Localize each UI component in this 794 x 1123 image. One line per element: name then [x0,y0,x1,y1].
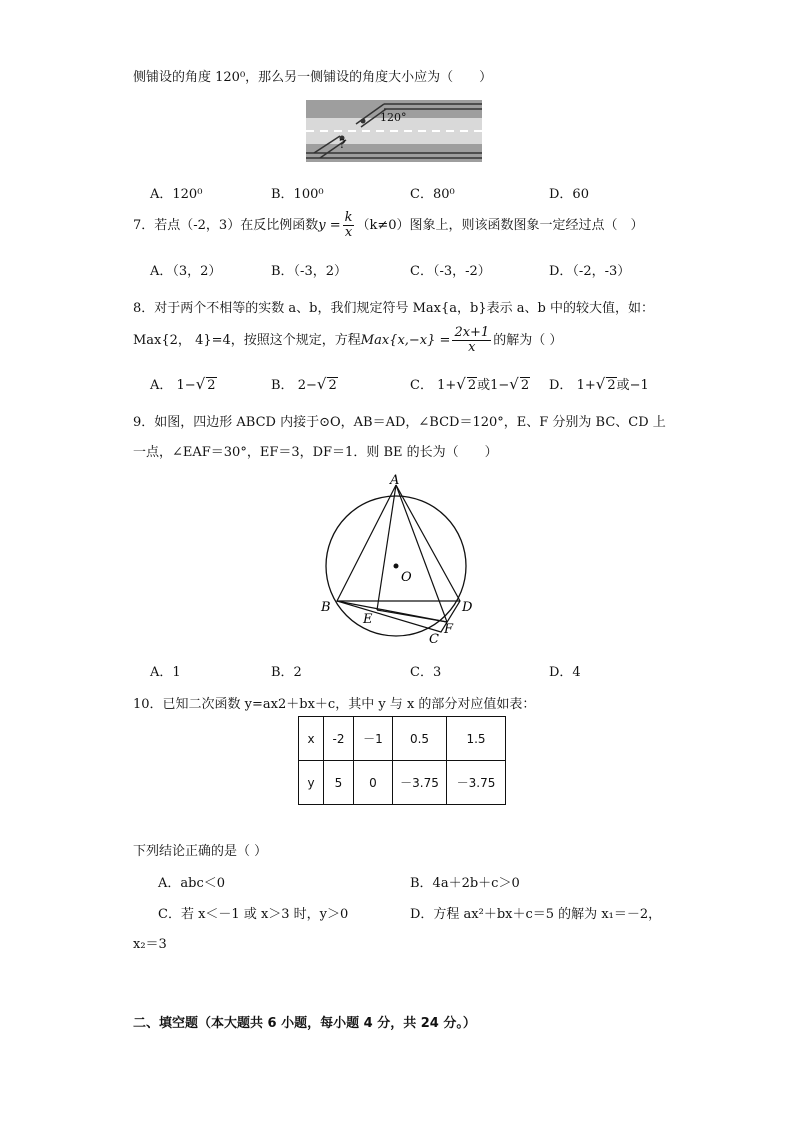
q8-opt-c-expr1: 1+ [437,378,457,393]
q9-line2: 一点，∠EAF＝30°，EF＝3，DF＝1．则 BE 的长为（ ） [133,445,498,460]
q8-fraction [452,326,491,355]
q10-option-d[interactable]: D．方程 ax²＋bx＋c＝5 的解为 x₁＝－2， [410,907,662,922]
q9-option-c[interactable]: C．3 [410,665,442,680]
q6-option-c[interactable]: C．80⁰ [410,187,455,202]
q8-line2-suffix: 的解为（ ） [493,333,563,348]
q7-stem [133,211,644,240]
sqrt-icon: √ [195,375,206,393]
q8-line2 [133,326,562,355]
q10-option-c[interactable]: C．若 x＜－1 或 x＞3 时，y＞0 [158,907,349,922]
q7-option-c[interactable]: C．（-3，-2） [410,264,491,279]
table-cell: 1.5 [447,717,506,761]
sqrt-icon: √ [595,375,606,393]
point-c-label: C [429,632,439,647]
q9-option-d[interactable]: D．4 [549,665,581,680]
q9-line1: 9．如图，四边形 ABCD 内接于⊙O，AB＝AD，∠BCD＝120°，E、F 分别为 BC、CD 上 [133,415,666,430]
sqrt-icon: √ [509,375,519,393]
q8-opt-b-expr: 2− [297,378,317,393]
q8-option-b[interactable] [271,374,338,393]
point-e-label: E [363,612,373,627]
point-a-label: A [390,473,400,488]
sqrt-icon: √ [316,375,327,393]
table-cell: x [299,717,324,761]
table-row [299,717,506,761]
road-figure [306,100,482,162]
table-cell: －3.75 [447,761,506,805]
q7-suffix: （k≠0）图象上，则该函数图象一定经过点（ ） [356,218,644,233]
q6-option-d[interactable]: D．60 [549,187,589,202]
q8-opt-a-radicand: 2 [207,378,216,393]
q8-opt-a-label: A． [150,378,173,393]
section-title: 二、填空题（本大题共 6 小题，每小题 4 分，共 24 分。） [133,1016,476,1031]
q7-option-d[interactable]: D．（-2，-3） [549,264,631,279]
q8-opt-d-radicand: 2 [607,378,616,393]
q6-option-b[interactable]: B．100⁰ [271,187,324,202]
q7-fraction [343,211,355,240]
q7-prefix: 7．若点（-2，3）在反比例函数 [133,218,319,233]
q6-option-a[interactable]: A．120⁰ [150,187,203,202]
table-cell: y [299,761,324,805]
q8-line2-prefix: Max{2， 4}=4，按照这个规定，方程 [133,333,361,348]
q6-stem: 侧铺设的角度 120⁰，那么另一侧铺设的角度大小应为（ ） [133,70,493,85]
fig-unknown-label: ? [339,137,346,151]
q8-option-d[interactable] [549,374,649,393]
q9-option-b[interactable]: B．2 [271,665,302,680]
table-row [299,761,506,805]
q7-option-a[interactable]: A．（3，2） [150,264,222,279]
q8-option-a[interactable] [150,374,217,393]
q8-option-c[interactable] [410,374,530,393]
q8-line1: 8．对于两个不相等的实数 a、b，我们规定符号 Max{a，b}表示 a、b 中的较大值，如： [133,301,654,316]
q8-opt-d-mid: 或−1 [616,378,649,393]
q8-opt-c-radicand1: 2 [467,378,477,393]
q8-opt-b-label: B． [271,378,294,393]
q8-frac-den: x [468,340,476,355]
table-cell: －1 [354,717,393,761]
q8-max-expr: Max{x,−x} = [360,333,451,348]
q8-frac-num: 2x+1 [454,325,490,340]
q7-frac-num: k [344,210,353,225]
fig-angle-label: 120° [380,111,407,124]
q10-option-d-continued: x₂＝3 [133,937,167,952]
q8-opt-b-radicand: 2 [328,378,337,393]
q8-opt-c-label: C． [410,378,433,393]
q8-opt-d-label: D． [549,378,573,393]
q10-option-b[interactable]: B．4a＋2b＋c＞0 [410,876,520,891]
q7-frac-den: x [344,225,353,240]
q10-stem: 10．已知二次函数 y=ax2＋bx＋c，其中 y 与 x 的部分对应值如表： [133,697,536,712]
table-cell: 5 [324,761,354,805]
point-d-label: D [462,600,473,615]
point-o-label: O [401,570,412,585]
q10-prompt: 下列结论正确的是（ ） [133,844,268,859]
q10-option-a[interactable]: A．abc＜0 [158,876,226,891]
q7-option-b[interactable]: B．（-3，2） [271,264,347,279]
sqrt-icon: √ [456,375,466,393]
point-b-label: B [321,600,331,615]
q8-opt-c-mid: 或1− [477,378,510,393]
table-cell: -2 [324,717,354,761]
q8-opt-d-expr1: 1+ [576,378,596,393]
table-cell: 0 [354,761,393,805]
q8-opt-a-expr: 1− [176,378,196,393]
table-cell: －3.75 [393,761,447,805]
circle-quadrilateral-figure [310,470,490,650]
table-cell: 0.5 [393,717,447,761]
q7-func: y = [318,218,341,233]
value-table [298,716,506,805]
q9-option-a[interactable]: A．1 [150,665,181,680]
q8-opt-c-radicand2: 2 [520,378,530,393]
point-f-label: F [444,622,454,637]
